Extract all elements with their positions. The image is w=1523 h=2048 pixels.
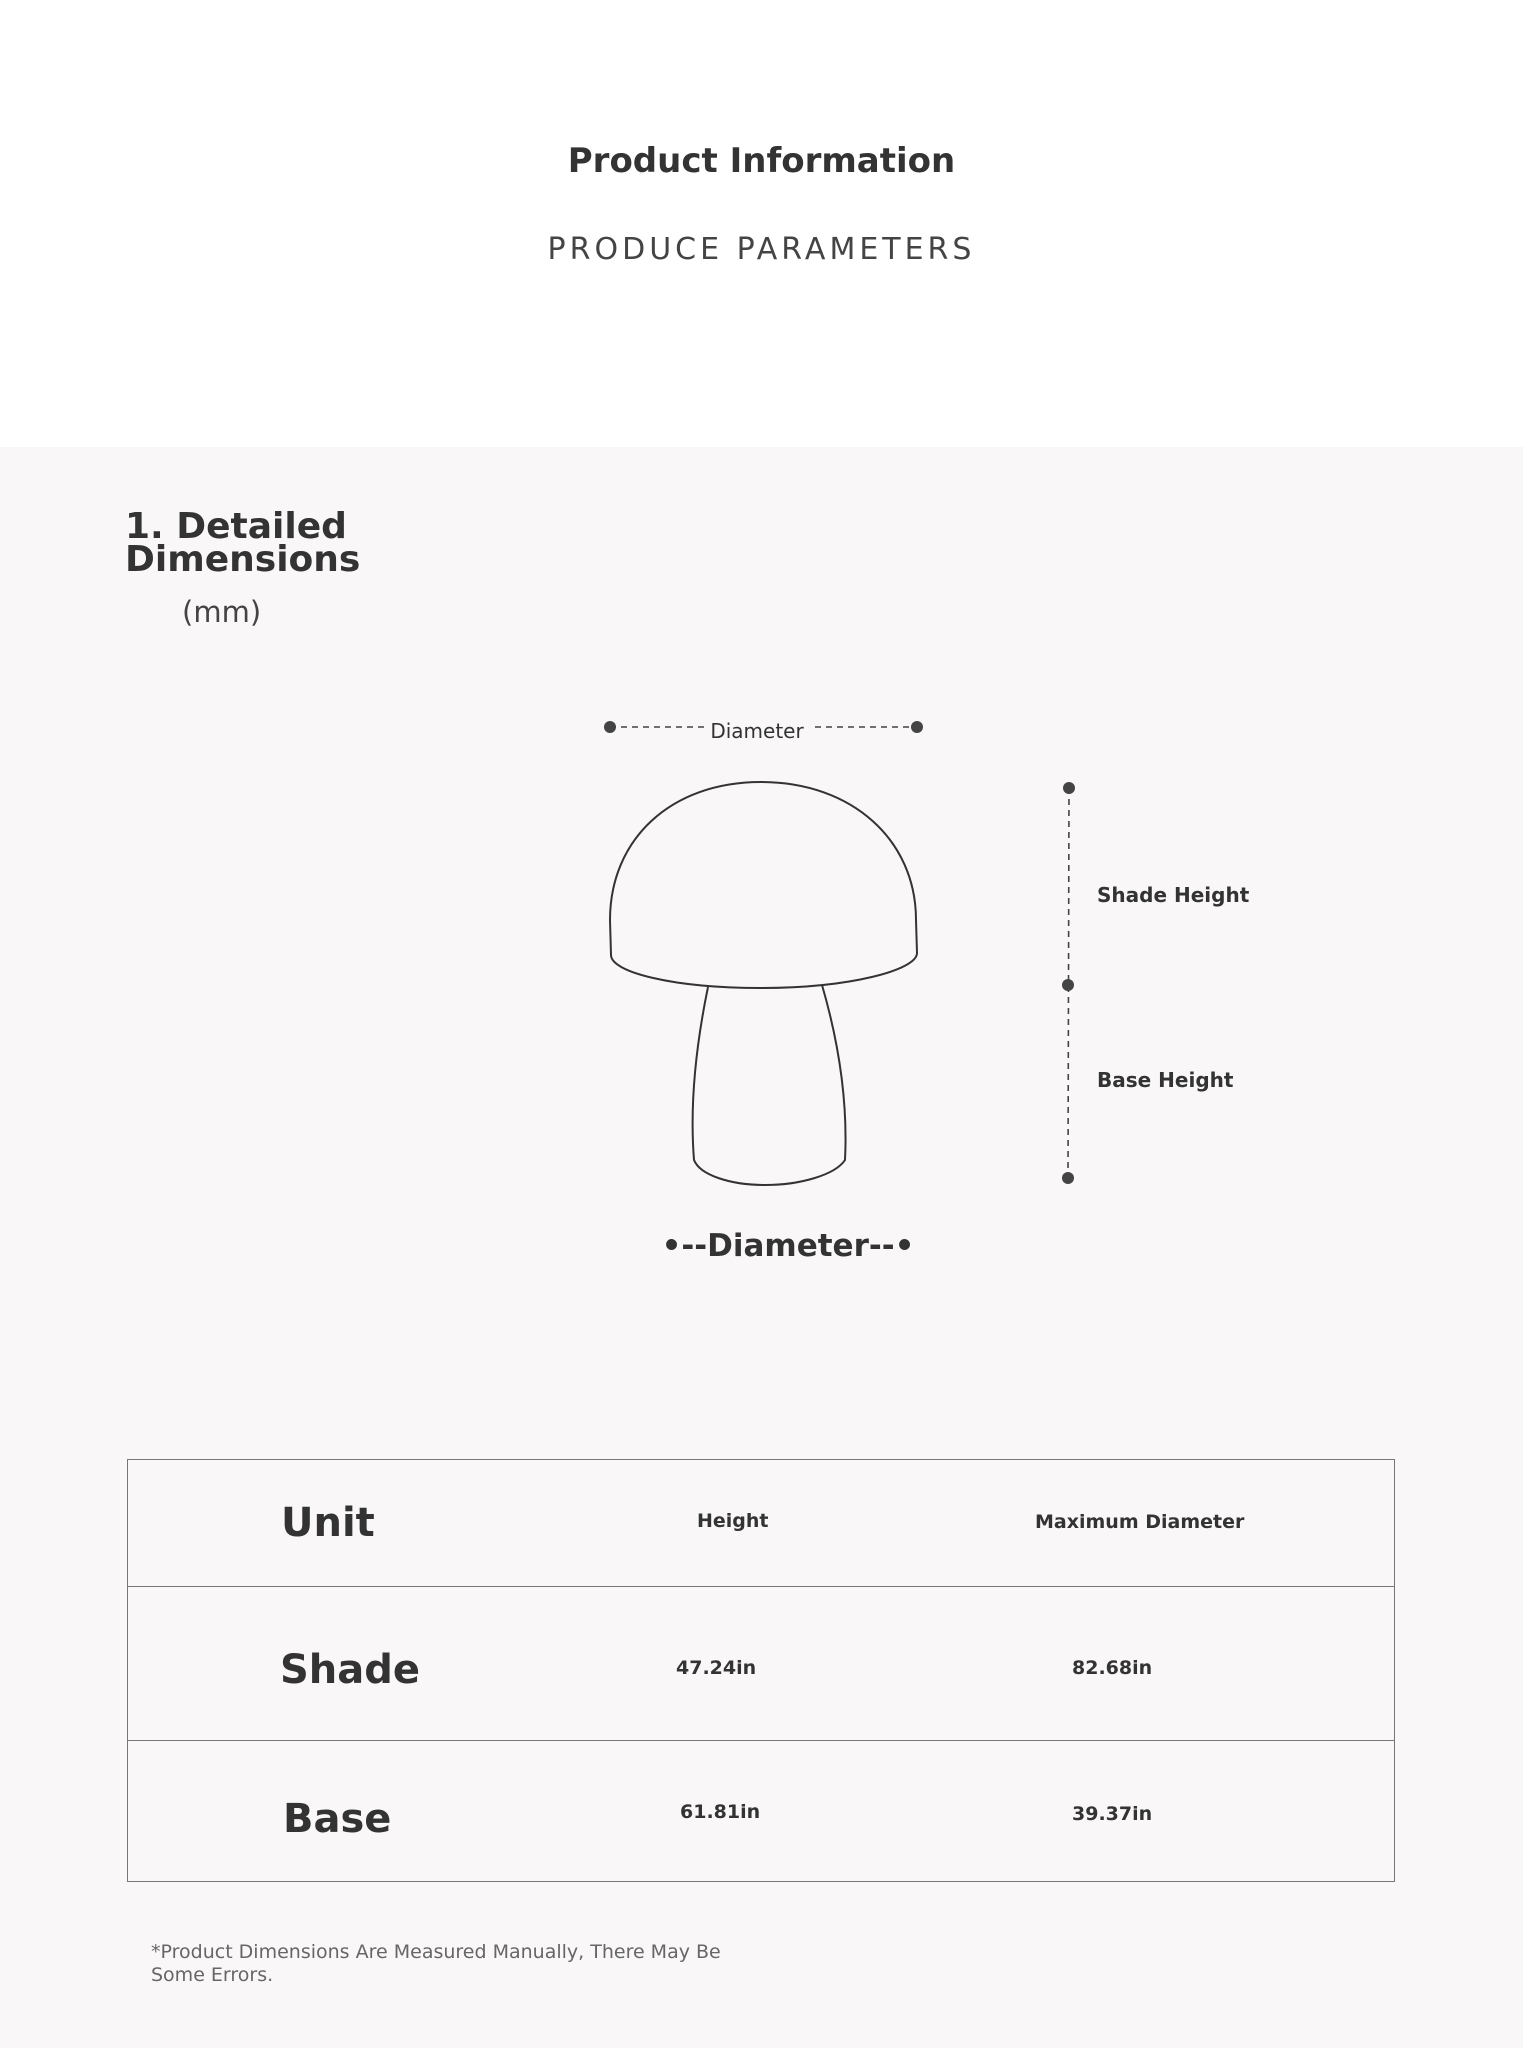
header-max-diameter: Maximum Diameter: [1035, 1511, 1245, 1533]
row-label-base: Base: [283, 1796, 392, 1842]
top-diameter-indicator: [604, 719, 923, 743]
base-diameter-value: 39.37in: [1072, 1803, 1153, 1825]
page-title: Product Information: [567, 141, 956, 181]
base-height-value: 61.81in: [680, 1801, 761, 1823]
header-height: Height: [697, 1510, 769, 1532]
height-indicator: [1062, 782, 1250, 1184]
bottom-diameter-label: •--Diameter--•: [661, 1228, 915, 1264]
shade-height-label: Shade Height: [1097, 883, 1250, 907]
dimensions-table: [127, 1459, 1395, 1882]
top-diameter-label: Diameter: [710, 719, 804, 743]
lamp-shade-outline: [610, 782, 917, 988]
table-header-row: [128, 1460, 1394, 1587]
footnote-line1: *Product Dimensions Are Measured Manually, There May Be: [151, 1941, 721, 1963]
section-unit: (mm): [182, 595, 262, 629]
footnote-line2: Some Errors.: [151, 1964, 274, 1986]
lamp-base-outline: [693, 985, 846, 1185]
base-height-label: Base Height: [1097, 1068, 1234, 1092]
shade-diameter-value: 82.68in: [1072, 1657, 1153, 1679]
row-label-shade: Shade: [280, 1647, 421, 1693]
shade-height-value: 47.24in: [676, 1657, 757, 1679]
header-unit: Unit: [281, 1500, 375, 1546]
table-row: [128, 1741, 1394, 1883]
page-subtitle: PRODUCE PARAMETERS: [547, 232, 976, 267]
section-title-line1: 1. Detailed: [125, 506, 347, 547]
section-title-line2: Dimensions: [125, 539, 361, 580]
table-row: [128, 1587, 1394, 1741]
measurement-footnote: [151, 1941, 751, 1987]
